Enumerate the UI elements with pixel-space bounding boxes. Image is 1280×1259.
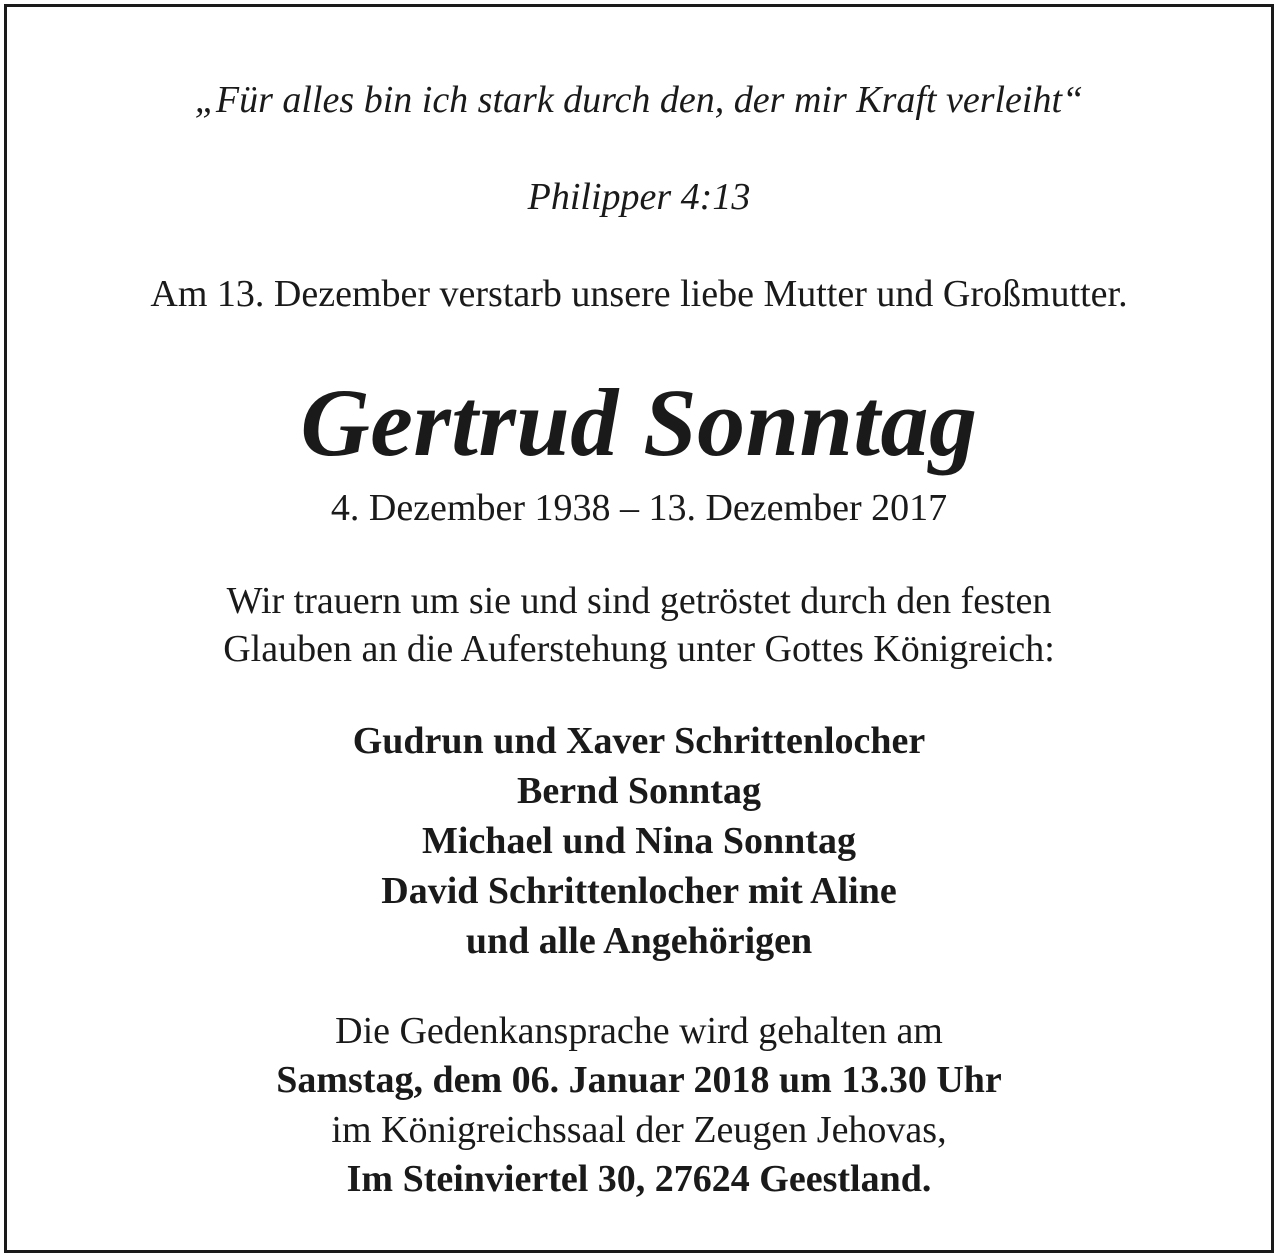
mourner-line: Gudrun und Xaver Schrittenlocher bbox=[352, 720, 926, 762]
deceased-name: Gertrud Sonntag bbox=[300, 369, 978, 476]
mourner-line: Bernd Sonntag bbox=[517, 770, 761, 812]
grief-line: Wir trauern um sie und sind getröstet durch den festen bbox=[226, 580, 1052, 622]
bible-quote: „Für alles bin ich stark durch den, der mir Kraft verleiht“ bbox=[194, 79, 1084, 121]
service-datetime: Samstag, dem 06. Januar 2018 um 13.30 Uhr bbox=[276, 1059, 1002, 1101]
grief-line: Glauben an die Auferstehung unter Gottes Königreich: bbox=[223, 628, 1055, 670]
service-venue: im Königreichssaal der Zeugen Jehovas, bbox=[331, 1109, 947, 1151]
notice-frame bbox=[4, 4, 1274, 1253]
life-dates: 4. Dezember 1938 – 13. Dezember 2017 bbox=[330, 487, 948, 529]
mourner-line: David Schrittenlocher mit Aline bbox=[381, 870, 897, 912]
service-intro: Die Gedenkansprache wird gehalten am bbox=[335, 1010, 943, 1052]
service-address: Im Steinviertel 30, 27624 Geestland. bbox=[346, 1158, 932, 1200]
mourner-line: Michael und Nina Sonntag bbox=[422, 820, 856, 862]
bible-reference: Philipper 4:13 bbox=[527, 176, 751, 218]
mourner-line: und alle Angehörigen bbox=[465, 920, 813, 962]
death-announcement: Am 13. Dezember verstarb unsere liebe Mutter und Großmutter. bbox=[150, 273, 1128, 315]
